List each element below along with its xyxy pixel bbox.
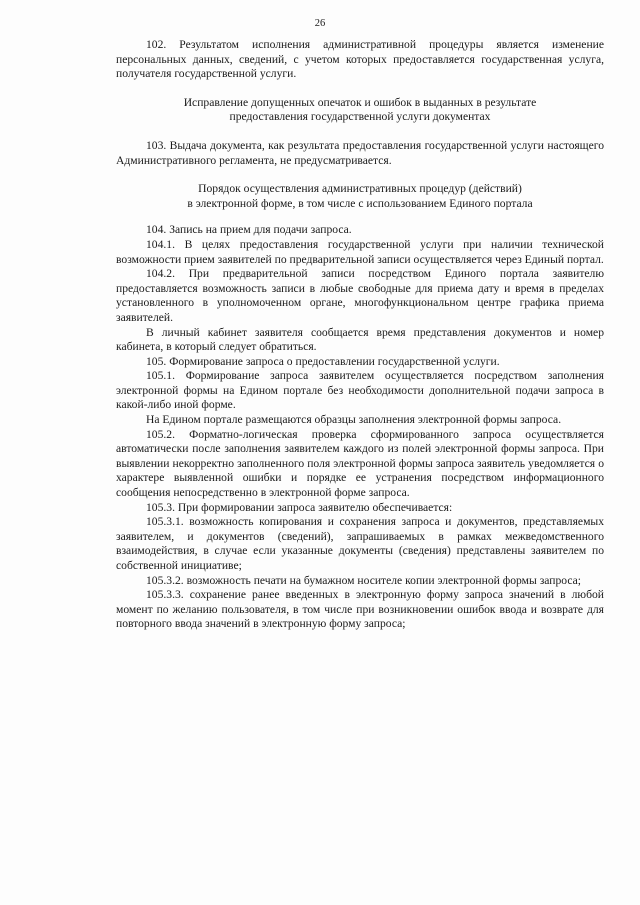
paragraph-105-3: 105.3. При формировании запроса заявителю обеспечивается:	[146, 500, 453, 514]
section-heading-corrections-line2: предоставления государственной услуги документах	[229, 110, 491, 124]
paragraph-104-1: 104.1. В целях предоставления государственной услуги при наличии технической возможности прием заявителей по предварительной записи осуществляется через Единый портал.	[116, 237, 604, 266]
paragraph-105-3-1: 105.3.1. возможность копирования и сохранения запроса и документов, представляемых заявителем, и документов (сведений), запрашиваемых в рамках межведомственного взаимодействия, в случае если указанные документы (сведения) представлены заявителем по собственной инициативе;	[116, 515, 604, 572]
section-heading-corrections-line1: Исправление допущенных опечаток и ошибок в выданных в результате	[183, 95, 537, 109]
section-heading-electronic-line1: Порядок осуществления административных процедур (действий)	[198, 182, 522, 196]
paragraph-105-2: 105.2. Форматно-логическая проверка сформированного запроса осуществляется автоматически после заполнения заявителем каждого из полей электронной формы запроса. При выявлении некорректно заполненного поля электронной формы запроса заявитель уведомляется о характере выявленной ошибки и порядке ее устранения посредством информационного сообщения непосредственно в электронной форме запроса.	[116, 427, 604, 500]
paragraph-105-1-samples: На Едином портале размещаются образцы заполнения электронной формы запроса.	[146, 413, 562, 427]
paragraph-105-3-2: 105.3.2. возможность печати на бумажном носителе копии электронной формы запроса;	[146, 573, 582, 587]
paragraph-105-1: 105.1. Формирование запроса заявителем осуществляется посредством заполнения электронной формы на Едином портале без необходимости дополнительной подачи запроса в какой-либо иной форме.	[116, 369, 604, 412]
section-heading-electronic-line2: в электронной форме, в том числе с использованием Единого портала	[187, 196, 533, 210]
paragraph-104-personal-cabinet: В личный кабинет заявителя сообщается время представления документов и номер кабинета, в который следует обратиться.	[116, 325, 604, 354]
paragraph-104: 104. Запись на прием для подачи запроса.	[146, 223, 352, 237]
paragraph-105-3-3: 105.3.3. сохранение ранее введенных в электронную форму запроса значений в любой момент по желанию пользователя, в том числе при возникновении ошибок ввода и возврате для повторного ввода значений в электронную форму запроса;	[116, 588, 604, 631]
paragraph-105: 105. Формирование запроса о предоставлении государственной услуги.	[146, 354, 500, 368]
document-body	[116, 38, 604, 632]
paragraph-102: 102. Результатом исполнения административной процедуры является изменение персональных данных, сведений, с учетом которых предоставляется государственная услуга, получателя государственной услуги.	[116, 38, 604, 81]
paragraph-104-2: 104.2. При предварительной записи посредством Единого портала заявителю предоставляется возможность записи в любые свободные для приема дату и время в пределах установленного в уполномоченном органе, многофункциональном центре графика приема заявителей.	[116, 267, 604, 324]
paragraph-103: 103. Выдача документа, как результата предоставления государственной услуги настоящего Административного регламента, не предусматривается.	[116, 138, 604, 167]
page-number: 26	[314, 18, 326, 29]
